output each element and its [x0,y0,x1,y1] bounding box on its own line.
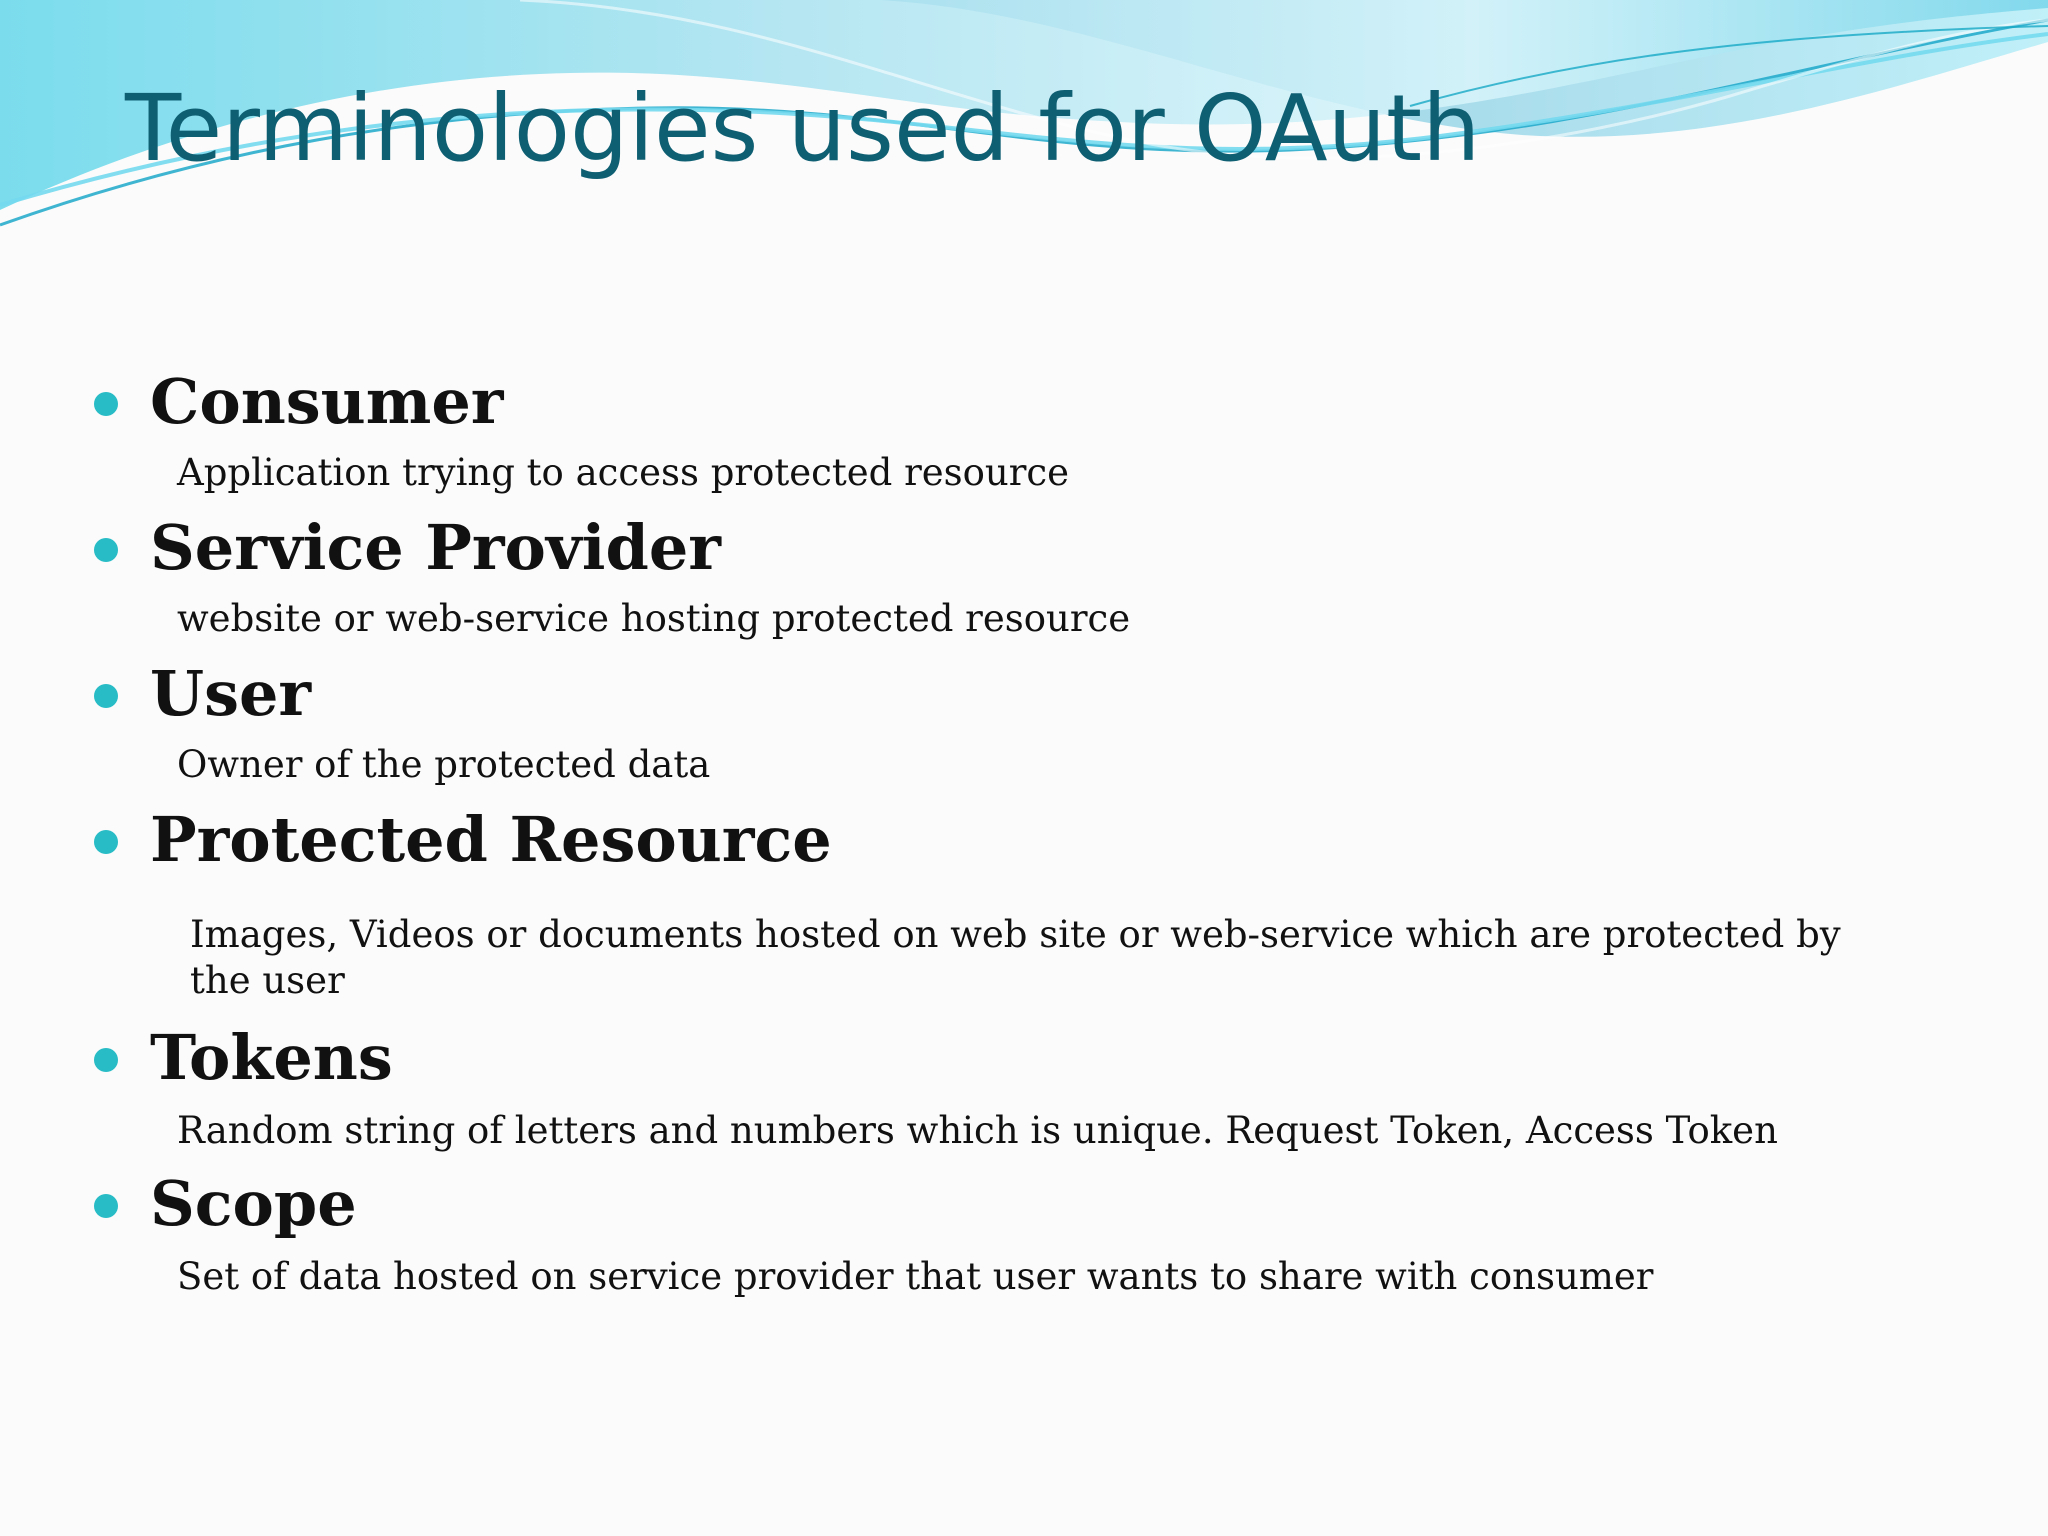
term-description: Set of data hosted on service provider that user wants to share with consumer [177,1255,1654,1298]
term-name: Tokens [150,1021,393,1094]
term-name: Protected Resource [150,803,832,876]
term-name: Scope [150,1167,357,1240]
term-description: Owner of the protected data [177,743,711,786]
term-description: website or web-service hosting protected resource [177,597,1131,640]
bullet-icon [94,1048,118,1072]
term-name: User [150,657,312,730]
term-description: Application trying to access protected resource [177,451,1070,494]
slide-title: Terminologies used for OAuth [125,75,1481,182]
term-description: Images, Videos or documents hosted on web site or web-service which are protected by the user [190,913,1841,1003]
term-description: Random string of letters and numbers which is unique. Request Token, Access Token [177,1109,1778,1152]
bullet-icon [94,538,118,562]
bullet-icon [94,392,118,416]
bullet-icon [94,830,118,854]
bullet-icon [94,1194,118,1218]
bullet-icon [94,684,118,708]
term-name: Consumer [150,365,504,438]
term-name: Service Provider [150,511,721,584]
